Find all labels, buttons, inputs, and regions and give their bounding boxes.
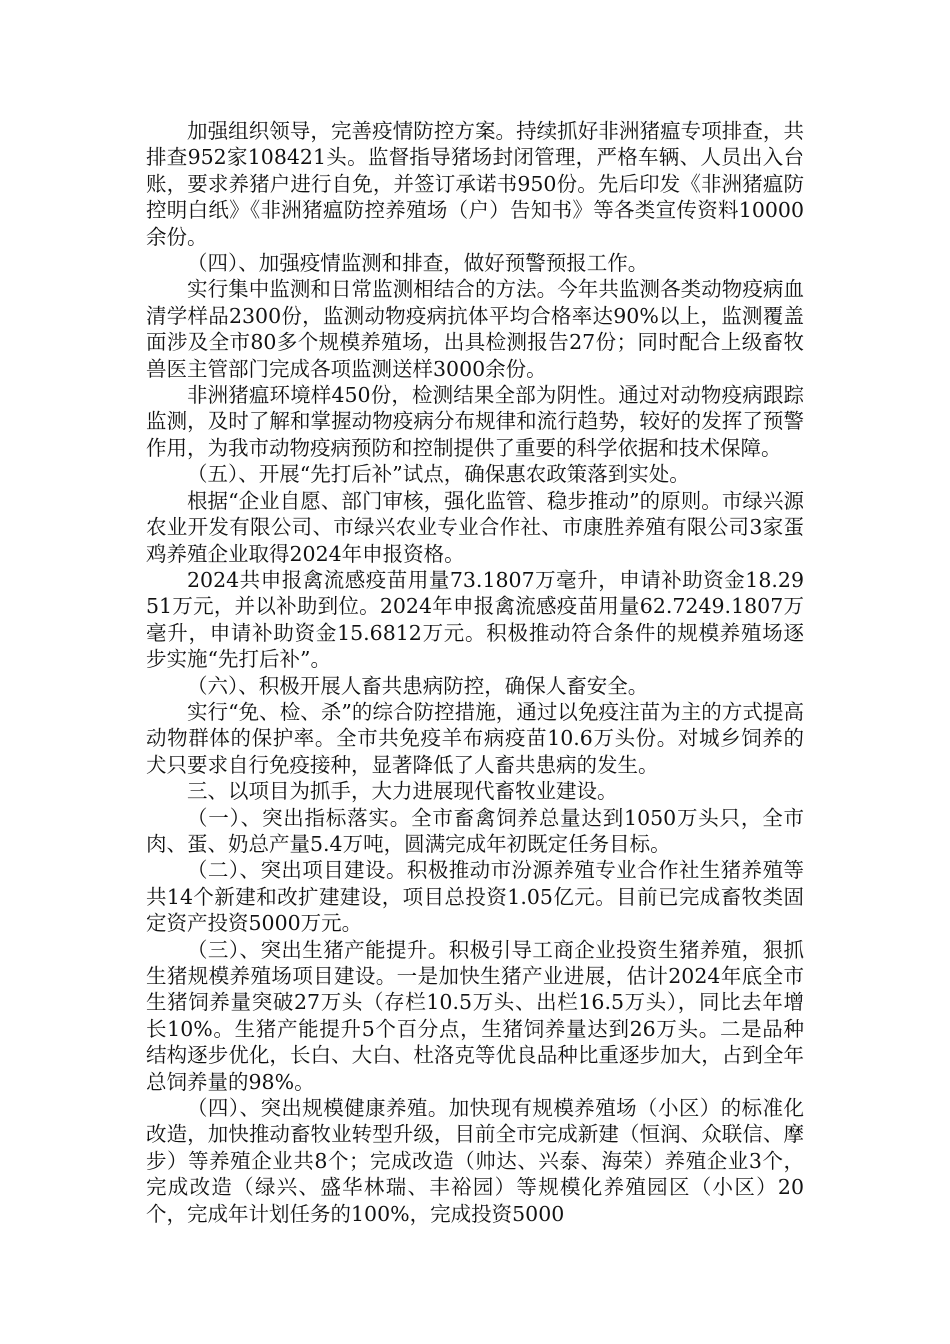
paragraph-indicators: （一）、突出指标落实。全市畜禽饲养总量达到1050万头只，全市肉、蛋、奶总产量5.4万吨，圆满完成年初既定任务目标。 <box>146 805 804 856</box>
section-heading-pilot: （五）、开展“先打后补”试点，确保惠农政策落到实处。 <box>187 462 690 487</box>
paragraph-monitoring-method: 实行集中监测和日常监测相结合的方法。今年共监测各类动物疫病血清学样品2300份，监测动物疫病抗体平均合格率达90%以上，监测覆盖面涉及全市80多个规模养殖场，出具检测报告27份；同时配合上级畜牧兽医主管部门完成各项监测送样3000余份。 <box>146 277 804 381</box>
paragraph-vaccine-subsidy: 2024共申报禽流感疫苗用量73.1807万毫升，申请补助资金18.2951万元，并以补助到位。2024年申报禽流感疫苗用量62.7249.1807万毫升，申请补助资金15.6812万元。积极推动符合条件的规模养殖场逐步实施“先打后补”。 <box>146 567 804 672</box>
paragraph-pilot-principle: 根据“企业自愿、部门审核，强化监管、稳步推动”的原则。市绿兴源农业开发有限公司、市绿兴农业专业合作社、市康胜养殖有限公司3家蛋鸡养殖企业取得2024年申报资格。 <box>146 488 804 566</box>
paragraph-project-construction: （二）、突出项目建设。积极推动市汾源养殖专业合作社生猪养殖等共14个新建和改扩建建设，项目总投资1.05亿元。目前已完成畜牧类固定资产投资5000万元。 <box>146 858 804 936</box>
paragraph-pig-capacity: （三）、突出生猪产能提升。积极引导工商企业投资生猪养殖，狠抓生猪规模养殖场项目建设。一是加快生猪产业进展，估计2024年底全市生猪饲养量突破27万头（存栏10.5万头、出栏16.5万头），同比去年增长10%。生猪产能提升5个百分点，生猪饲养量达到26万头。二是品种结构逐步优化，长白、大白、杜洛克等优良品种比重逐步加大，占到全年总饲养量的98%。 <box>146 937 804 1094</box>
chapter-heading-projects: 三、以项目为抓手，大力进展现代畜牧业建设。 <box>187 779 618 804</box>
paragraph-scale-farming: （四）、突出规模健康养殖。加快现有规模养殖场（小区）的标准化改造，加快推动畜牧业转型升级，目前全市完成新建（恒润、众联信、摩步）等养殖企业共8个；完成改造（帅达、兴泰、海荣）养殖企业3个，完成改造（绿兴、盛华林瑞、丰裕园）等规模化养殖园区（小区）20个，完成年计划任务的100%，完成投资5000 <box>146 1096 804 1226</box>
paragraph-environment-samples: 非洲猪瘟环境样450份，检测结果全部为阴性。通过对动物疫病跟踪监测，及时了解和掌握动物疫病分布规律和流行趋势，较好的发挥了预警作用，为我市动物疫病预防和控制提供了重要的科学依据和技术保障。 <box>146 383 804 460</box>
document-page <box>146 118 804 1227</box>
paragraph-zoonosis-measures: 实行“免、检、杀”的综合防控措施，通过以免疫注苗为主的方式提高动物群体的保护率。全市共免疫羊布病疫苗10.6万头份。对城乡饲养的犬只要求自行免疫接种，显著降低了人畜共患病的发生。 <box>146 699 804 777</box>
section-heading-monitoring: （四）、加强疫情监测和排查，做好预警预报工作。 <box>187 251 649 276</box>
section-heading-zoonosis: （六）、积极开展人畜共患病防控，确保人畜安全。 <box>187 673 649 698</box>
paragraph-epidemic-plan: 加强组织领导，完善疫情防控方案。持续抓好非洲猪瘟专项排查，共排查952家108421头。监督指导猪场封闭管理，严格车辆、人员出入台账，要求养猪户进行自免，并签订承诺书950份。先后印发《非洲猪瘟防控明白纸》《非洲猪瘟防控养殖场（户）告知书》等各类宣传资料10000余份。 <box>146 119 804 249</box>
